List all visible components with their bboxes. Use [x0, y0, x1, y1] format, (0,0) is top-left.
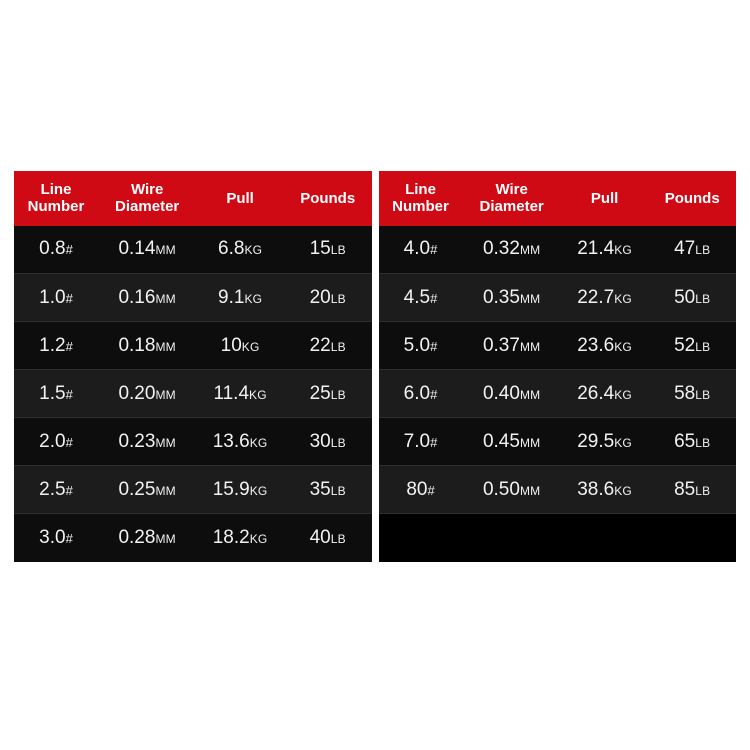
- table-row: [14, 418, 372, 466]
- cell-pull: 11.4KG: [196, 370, 284, 418]
- cell-wire-diameter: 0.37MM: [463, 322, 561, 370]
- cell-pull: 29.5KG: [561, 418, 649, 466]
- cell-wire-diameter: 0.35MM: [463, 274, 561, 322]
- cell-line-number: 0.8#: [14, 226, 98, 274]
- cell-pounds: 15LB: [284, 226, 372, 274]
- cell-pounds: 65LB: [648, 418, 736, 466]
- cell-pounds: 20LB: [284, 274, 372, 322]
- cell-pull: 6.8KG: [196, 226, 284, 274]
- left-spec-table: [14, 171, 372, 562]
- cell-line-number: 4.5#: [379, 274, 463, 322]
- table-row: [14, 514, 372, 562]
- cell-pull: 23.6KG: [561, 322, 649, 370]
- table-row-filler: [379, 514, 737, 562]
- table-row: [14, 370, 372, 418]
- table-row: [14, 274, 372, 322]
- cell-pounds: 47LB: [648, 226, 736, 274]
- cell-pull: 15.9KG: [196, 466, 284, 514]
- column-header-wire-diameter: Wire Diameter: [98, 171, 196, 226]
- cell-pounds: 22LB: [284, 322, 372, 370]
- cell-line-number: 80#: [379, 466, 463, 514]
- cell-pounds: 25LB: [284, 370, 372, 418]
- cell-line-number: 1.0#: [14, 274, 98, 322]
- table-row: [379, 226, 737, 274]
- cell-pull: 9.1KG: [196, 274, 284, 322]
- cell-wire-diameter: 0.18MM: [98, 322, 196, 370]
- cell-wire-diameter: 0.23MM: [98, 418, 196, 466]
- column-header-wire-diameter: Wire Diameter: [463, 171, 561, 226]
- table-row: [379, 322, 737, 370]
- table-row: [14, 226, 372, 274]
- column-header-line-number: Line Number: [14, 171, 98, 226]
- cell-wire-diameter: 0.45MM: [463, 418, 561, 466]
- cell-pounds: 52LB: [648, 322, 736, 370]
- cell-pounds: 50LB: [648, 274, 736, 322]
- cell-pounds: 35LB: [284, 466, 372, 514]
- column-header-pounds: Pounds: [284, 171, 372, 226]
- table-row: [379, 370, 737, 418]
- cell-line-number: 1.2#: [14, 322, 98, 370]
- cell-pounds: 58LB: [648, 370, 736, 418]
- cell-line-number: 5.0#: [379, 322, 463, 370]
- cell-pull: 13.6KG: [196, 418, 284, 466]
- cell-pull: 38.6KG: [561, 466, 649, 514]
- cell-wire-diameter: 0.16MM: [98, 274, 196, 322]
- column-header-pull: Pull: [561, 171, 649, 226]
- column-header-pounds: Pounds: [648, 171, 736, 226]
- cell-pounds: 30LB: [284, 418, 372, 466]
- cell-wire-diameter: 0.14MM: [98, 226, 196, 274]
- cell-wire-diameter: 0.50MM: [463, 466, 561, 514]
- table-header-row: [14, 171, 372, 226]
- cell-wire-diameter: 0.20MM: [98, 370, 196, 418]
- cell-pull: 26.4KG: [561, 370, 649, 418]
- table-header-row: [379, 171, 737, 226]
- cell-wire-diameter: 0.25MM: [98, 466, 196, 514]
- cell-pounds: 40LB: [284, 514, 372, 562]
- table-row: [379, 274, 737, 322]
- table-row: [379, 418, 737, 466]
- column-header-line-number: Line Number: [379, 171, 463, 226]
- cell-wire-diameter: 0.28MM: [98, 514, 196, 562]
- cell-pull: 18.2KG: [196, 514, 284, 562]
- table-row: [379, 466, 737, 514]
- cell-line-number: 2.0#: [14, 418, 98, 466]
- cell-line-number: 2.5#: [14, 466, 98, 514]
- cell-pounds: 85LB: [648, 466, 736, 514]
- column-header-pull: Pull: [196, 171, 284, 226]
- spec-tables-container: [14, 171, 736, 562]
- cell-pull: 10KG: [196, 322, 284, 370]
- cell-line-number: 1.5#: [14, 370, 98, 418]
- cell-empty: [463, 514, 561, 562]
- cell-line-number: 6.0#: [379, 370, 463, 418]
- cell-line-number: 7.0#: [379, 418, 463, 466]
- right-spec-table: [379, 171, 737, 562]
- cell-wire-diameter: 0.40MM: [463, 370, 561, 418]
- cell-line-number: 3.0#: [14, 514, 98, 562]
- cell-empty: [561, 514, 649, 562]
- cell-empty: [648, 514, 736, 562]
- cell-pull: 22.7KG: [561, 274, 649, 322]
- cell-pull: 21.4KG: [561, 226, 649, 274]
- cell-wire-diameter: 0.32MM: [463, 226, 561, 274]
- cell-empty: [379, 514, 463, 562]
- cell-line-number: 4.0#: [379, 226, 463, 274]
- table-row: [14, 466, 372, 514]
- table-row: [14, 322, 372, 370]
